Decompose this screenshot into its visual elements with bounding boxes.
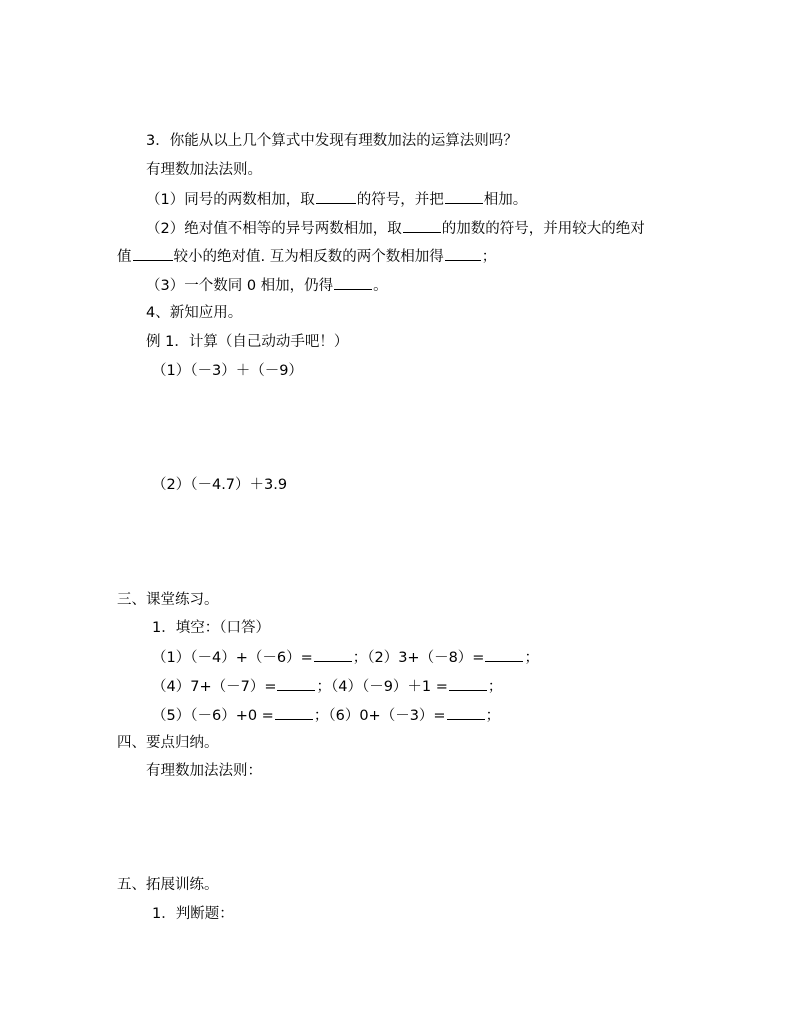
rule-2-text-a: （2）绝对值不相等的异号两数相加，取 (146, 221, 402, 237)
rule-1-text-c: 相加。 (483, 192, 528, 208)
fill-in-title: 1．填空：（口答） (152, 620, 270, 636)
section-4-heading: 四、要点归纳。 (117, 735, 219, 751)
example-1-part-2: （2）（－4.7）＋3.9 (152, 477, 288, 493)
rule-2-text-c: 值 (117, 249, 132, 265)
rule-1 (146, 189, 527, 210)
rule-2-line-1 (146, 218, 645, 239)
rule-3 (146, 275, 388, 296)
blank-6 (334, 275, 372, 290)
blank-10 (449, 676, 487, 691)
fill-6-text: ；（6）0+（－3）= (313, 708, 446, 724)
summary-label: 有理数加法法则： (146, 763, 262, 779)
fill-row-3-end: ； (485, 708, 501, 724)
example-1-part-1: （1）（－3）＋（－9） (152, 363, 303, 379)
section-5-heading: 五、拓展训练。 (117, 877, 219, 893)
example-1-title: 例 1．计算（自己动动手吧！） (146, 334, 349, 350)
item-4-heading: 4、新知应用。 (146, 305, 243, 321)
blank-9 (277, 676, 315, 691)
fill-row-3 (152, 705, 500, 726)
rule-2-text-e: ； (481, 249, 497, 265)
question-3-title: 3．你能从以上几个算式中发现有理数加法的运算法则吗？ (146, 133, 518, 149)
blank-4 (133, 246, 173, 261)
rule-2-text-d: 较小的绝对值. 互为相反数的两个数相加得 (173, 249, 444, 265)
rule-intro: 有理数加法法则。 (146, 162, 262, 178)
fill-5-text: （5）（－6）+0 = (152, 708, 274, 724)
rule-1-text-b: 的符号，并把 (356, 192, 444, 208)
fill-1-text: （1）（－4）+（－6）= (152, 650, 313, 666)
blank-1 (316, 189, 356, 204)
rule-1-text-a: （1）同号的两数相加，取 (146, 192, 315, 208)
rule-3-text-b: 。 (373, 278, 388, 294)
blank-8 (485, 647, 523, 662)
blank-12 (447, 705, 485, 720)
fill-3-text: （4）7+（－7）= (152, 679, 277, 695)
blank-3 (403, 218, 441, 233)
fill-2-text: ；（2）3+（－8）= (352, 650, 485, 666)
fill-row-1 (152, 647, 539, 668)
fill-row-2-end: ； (487, 679, 503, 695)
fill-4-text: ；（4）（－9）＋1 = (316, 679, 448, 695)
blank-5 (445, 246, 481, 261)
blank-7 (314, 647, 352, 662)
blank-11 (275, 705, 313, 720)
rule-2-text-b: 的加数的符号，并用较大的绝对 (441, 221, 645, 237)
rule-3-text-a: （3）一个数同 0 相加，仍得 (146, 278, 334, 294)
judge-title: 1．判断题： (152, 906, 234, 922)
fill-row-2 (152, 676, 502, 697)
section-3-heading: 三、课堂练习。 (117, 592, 219, 608)
fill-row-1-end: ； (524, 650, 539, 666)
rule-2-line-2 (117, 246, 496, 267)
blank-2 (445, 189, 483, 204)
